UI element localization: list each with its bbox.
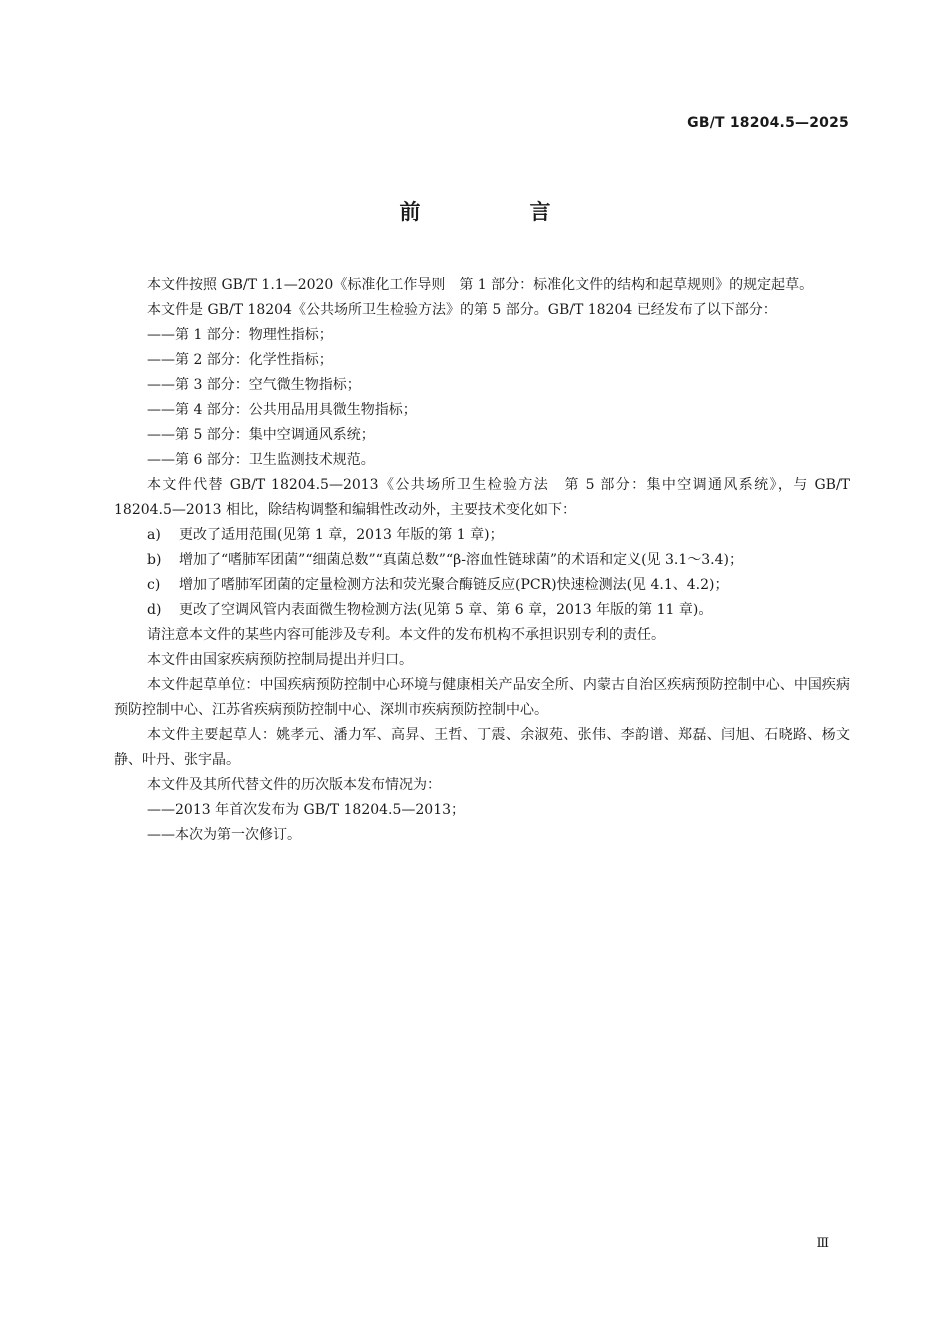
change-label: d) bbox=[147, 602, 162, 618]
change-label: b) bbox=[147, 552, 162, 568]
change-text: 更改了适用范围(见第 1 章，2013 年版的第 1 章)； bbox=[179, 527, 504, 543]
list-item-part: ——第 3 部分：空气微生物指标； bbox=[147, 377, 361, 393]
list-item-part: ——第 4 部分：公共用品用具微生物指标； bbox=[147, 402, 417, 418]
list-item-part: ——第 5 部分：集中空调通风系统； bbox=[147, 427, 375, 443]
change-label: a) bbox=[147, 527, 161, 543]
standard-code: GB/T 18204.5—2025 bbox=[687, 115, 849, 131]
change-text: 增加了嗜肺军团菌的定量检测方法和荧光聚合酶链反应(PCR)快速检测法(见 4.1、4.2)； bbox=[179, 577, 729, 593]
paragraph-drafters: 本文件主要起草人：姚孝元、潘力军、高昇、王哲、丁震、余淑苑、张伟、李韵谱、郑磊、闫旭、石晓路、杨文静、叶丹、张宇晶。 bbox=[114, 727, 850, 768]
list-item-change bbox=[114, 523, 850, 548]
paragraph-drafting-rules: 本文件按照 GB/T 1.1—2020《标准化工作导则 第 1 部分：标准化文件的结构和起草规则》的规定起草。 bbox=[147, 277, 814, 293]
list-item-history: ——2013 年首次发布为 GB/T 18204.5—2013； bbox=[147, 802, 466, 818]
list-item-change bbox=[114, 573, 850, 598]
paragraph-series-intro: 本文件是 GB/T 18204《公共场所卫生检验方法》的第 5 部分。GB/T 18204 已经发布了以下部分： bbox=[147, 302, 777, 318]
change-text: 更改了空调风管内表面微生物检测方法(见第 5 章、第 6 章，2013 年版的第 11 章)。 bbox=[179, 602, 713, 618]
paragraph-drafting-units: 本文件起草单位：中国疾病预防控制中心环境与健康相关产品安全所、内蒙古自治区疾病预防控制中心、中国疾病预防控制中心、江苏省疾病预防控制中心、深圳市疾病预防控制中心。 bbox=[114, 677, 850, 718]
change-label: c) bbox=[147, 577, 161, 593]
paragraph-replacement: 本文件代替 GB/T 18204.5—2013《公共场所卫生检验方法 第 5 部分：集中空调通风系统》，与 GB/T 18204.5—2013 相比，除结构调整和编辑性改动外，主要技术变化如下： bbox=[114, 477, 850, 518]
list-item-part: ——第 6 部分：卫生监测技术规范。 bbox=[147, 452, 375, 468]
page-number: Ⅲ bbox=[816, 1236, 829, 1251]
paragraph-proposer: 本文件由国家疾病预防控制局提出并归口。 bbox=[147, 652, 413, 668]
list-item-part: ——第 1 部分：物理性指标； bbox=[147, 327, 333, 343]
paragraph-patent-notice: 请注意本文件的某些内容可能涉及专利。本文件的发布机构不承担识别专利的责任。 bbox=[147, 627, 665, 643]
paragraph-history-intro: 本文件及其所代替文件的历次版本发布情况为： bbox=[147, 777, 441, 793]
change-text: 增加了“嗜肺军团菌”“细菌总数”“真菌总数”“β-溶血性链球菌”的术语和定义(见 3.1～3.4)； bbox=[179, 552, 743, 568]
foreword-body bbox=[114, 273, 850, 848]
list-item-change bbox=[114, 548, 850, 573]
list-item-history: ——本次为第一次修订。 bbox=[147, 827, 301, 843]
list-item-part: ——第 2 部分：化学性指标； bbox=[147, 352, 333, 368]
page-title: 前 言 bbox=[399, 200, 595, 224]
list-item-change bbox=[114, 598, 850, 623]
